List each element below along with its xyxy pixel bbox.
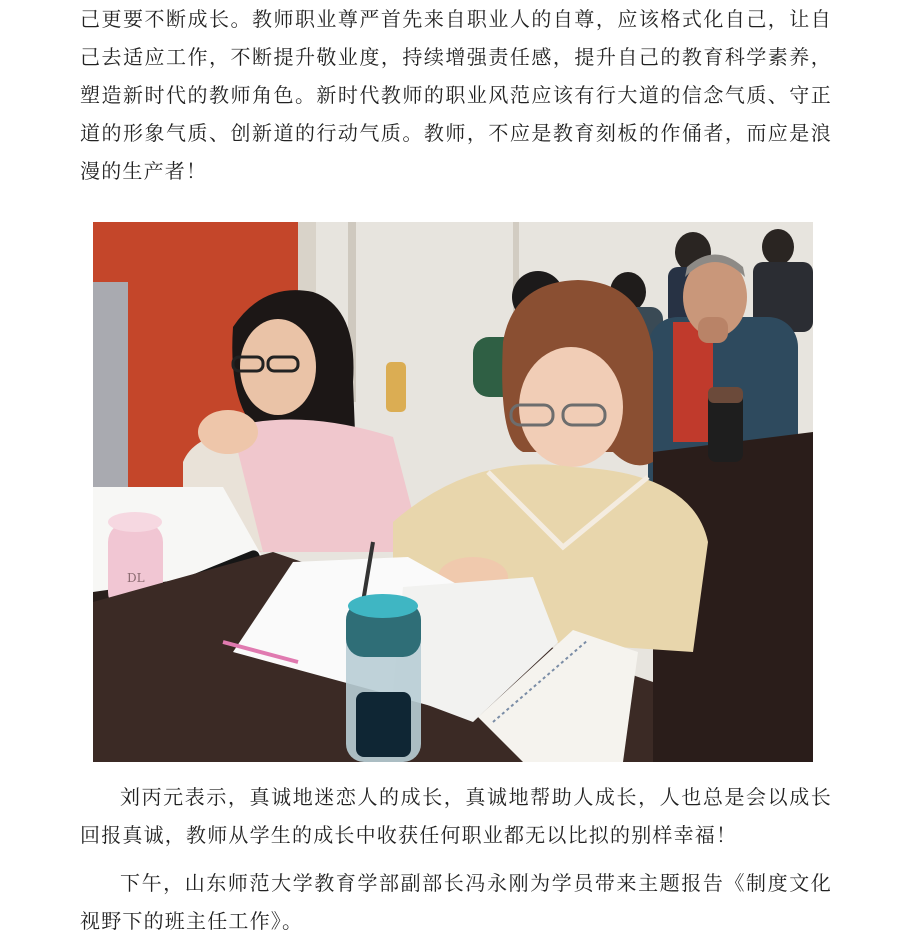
- body-paragraph-intro: 己更要不断成长。教师职业尊严首先来自职业人的自尊，应该格式化自己，让自己去适应工作，不断提升敬业度，持续增强责任感，提升自己的教育科学素养，塑造新时代的教师角色。新时代教师的职业风范应该有行大道的信念气质、守正道的形象气质、创新道的行动气质。教师，不应是教育刻板的作俑者，而应是浪漫的生产者！: [80, 7, 832, 183]
- body-paragraph-quote: 刘丙元表示，真诚地迷恋人的成长，真诚地帮助人成长，人也总是会以成长回报真诚，教师从学生的成长中收获任何职业都无以比拟的别样幸福！: [80, 785, 832, 847]
- woman-left-face: [240, 319, 316, 415]
- woman-left-hands: [198, 410, 258, 454]
- grey-panel: [93, 282, 128, 512]
- tea-bottle: [386, 362, 406, 412]
- woman-center-face: [519, 347, 623, 467]
- training-session-photo: [93, 222, 813, 762]
- cup-logo: DL: [127, 571, 145, 585]
- body-paragraph-afternoon: 下午，山东师范大学教育学部副部长冯永刚为学员带来主题报告《制度文化视野下的班主任工作》。: [80, 871, 832, 933]
